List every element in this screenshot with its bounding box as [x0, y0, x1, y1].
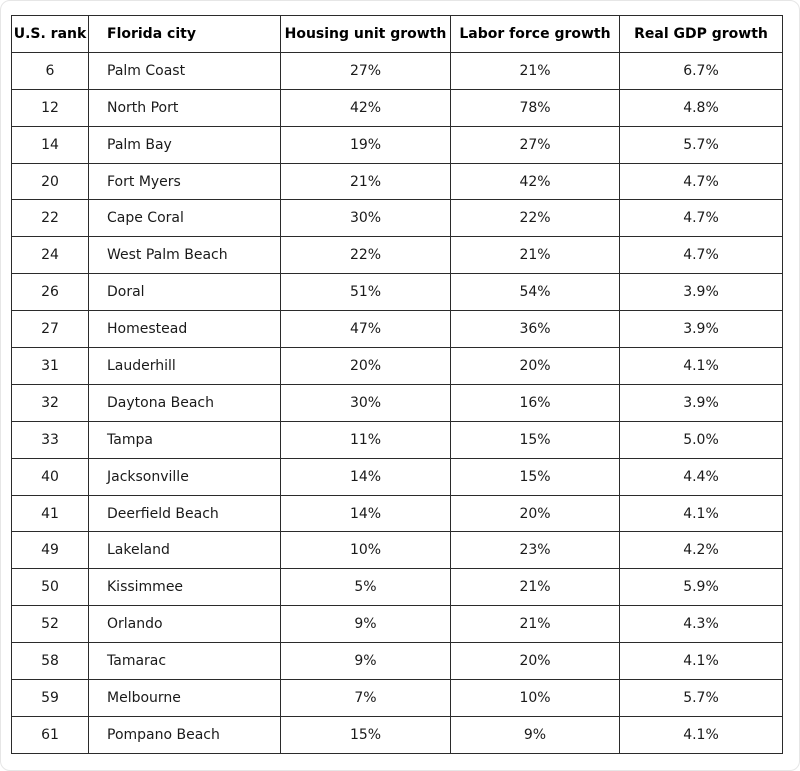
cell-labor-force-growth: 20%: [451, 495, 620, 532]
cell-labor-force-growth: 21%: [451, 569, 620, 606]
cell-us-rank: 58: [12, 643, 89, 680]
cell-us-rank: 59: [12, 680, 89, 717]
cell-real-gdp-growth: 4.1%: [620, 643, 783, 680]
cell-real-gdp-growth: 4.7%: [620, 200, 783, 237]
table-row: [12, 716, 783, 753]
cell-florida-city: Cape Coral: [89, 200, 281, 237]
cell-real-gdp-growth: 4.2%: [620, 532, 783, 569]
table-row: [12, 495, 783, 532]
cell-housing-unit-growth: 9%: [281, 606, 451, 643]
cell-housing-unit-growth: 27%: [281, 52, 451, 89]
cell-housing-unit-growth: 9%: [281, 643, 451, 680]
table-row: [12, 126, 783, 163]
cell-florida-city: Lakeland: [89, 532, 281, 569]
cell-labor-force-growth: 42%: [451, 163, 620, 200]
cell-labor-force-growth: 9%: [451, 716, 620, 753]
cell-real-gdp-growth: 3.9%: [620, 384, 783, 421]
cell-us-rank: 27: [12, 311, 89, 348]
header-real-gdp-growth: Real GDP growth: [620, 16, 783, 53]
cell-real-gdp-growth: 4.7%: [620, 237, 783, 274]
header-housing-unit-growth: Housing unit growth: [281, 16, 451, 53]
cell-florida-city: Deerfield Beach: [89, 495, 281, 532]
table-row: [12, 89, 783, 126]
header-labor-force-growth: Labor force growth: [451, 16, 620, 53]
cell-real-gdp-growth: 4.4%: [620, 458, 783, 495]
cell-labor-force-growth: 20%: [451, 348, 620, 385]
table-row: [12, 200, 783, 237]
cell-labor-force-growth: 23%: [451, 532, 620, 569]
cell-florida-city: Doral: [89, 274, 281, 311]
cell-real-gdp-growth: 4.1%: [620, 716, 783, 753]
cell-florida-city: Jacksonville: [89, 458, 281, 495]
cell-florida-city: Orlando: [89, 606, 281, 643]
cell-housing-unit-growth: 20%: [281, 348, 451, 385]
cell-real-gdp-growth: 6.7%: [620, 52, 783, 89]
cell-us-rank: 41: [12, 495, 89, 532]
table-row: [12, 237, 783, 274]
cell-labor-force-growth: 36%: [451, 311, 620, 348]
cell-florida-city: Fort Myers: [89, 163, 281, 200]
cell-us-rank: 20: [12, 163, 89, 200]
cell-us-rank: 32: [12, 384, 89, 421]
cell-real-gdp-growth: 5.9%: [620, 569, 783, 606]
cell-housing-unit-growth: 11%: [281, 421, 451, 458]
cell-florida-city: Tamarac: [89, 643, 281, 680]
cell-housing-unit-growth: 5%: [281, 569, 451, 606]
cell-real-gdp-growth: 4.8%: [620, 89, 783, 126]
table-row: [12, 52, 783, 89]
cell-florida-city: Daytona Beach: [89, 384, 281, 421]
cell-real-gdp-growth: 3.9%: [620, 274, 783, 311]
cell-labor-force-growth: 20%: [451, 643, 620, 680]
cell-housing-unit-growth: 14%: [281, 458, 451, 495]
cell-us-rank: 31: [12, 348, 89, 385]
cell-labor-force-growth: 16%: [451, 384, 620, 421]
cell-housing-unit-growth: 15%: [281, 716, 451, 753]
cell-us-rank: 49: [12, 532, 89, 569]
cell-florida-city: North Port: [89, 89, 281, 126]
cell-labor-force-growth: 21%: [451, 237, 620, 274]
cell-real-gdp-growth: 4.1%: [620, 348, 783, 385]
cell-housing-unit-growth: 10%: [281, 532, 451, 569]
cell-florida-city: Kissimmee: [89, 569, 281, 606]
cell-housing-unit-growth: 14%: [281, 495, 451, 532]
cell-us-rank: 61: [12, 716, 89, 753]
table-row: [12, 384, 783, 421]
cell-housing-unit-growth: 7%: [281, 680, 451, 717]
header-florida-city: Florida city: [89, 16, 281, 53]
cell-florida-city: West Palm Beach: [89, 237, 281, 274]
cell-labor-force-growth: 21%: [451, 52, 620, 89]
cell-housing-unit-growth: 30%: [281, 384, 451, 421]
cell-real-gdp-growth: 5.7%: [620, 126, 783, 163]
cell-real-gdp-growth: 4.7%: [620, 163, 783, 200]
cell-florida-city: Palm Coast: [89, 52, 281, 89]
cell-labor-force-growth: 10%: [451, 680, 620, 717]
cell-us-rank: 52: [12, 606, 89, 643]
table-body: [12, 52, 783, 753]
table-header: [12, 16, 783, 53]
cell-us-rank: 26: [12, 274, 89, 311]
cell-florida-city: Homestead: [89, 311, 281, 348]
florida-cities-table: [11, 15, 783, 754]
cell-florida-city: Palm Bay: [89, 126, 281, 163]
cell-florida-city: Lauderhill: [89, 348, 281, 385]
cell-housing-unit-growth: 30%: [281, 200, 451, 237]
header-us-rank: U.S. rank: [12, 16, 89, 53]
cell-housing-unit-growth: 19%: [281, 126, 451, 163]
cell-labor-force-growth: 15%: [451, 421, 620, 458]
cell-labor-force-growth: 21%: [451, 606, 620, 643]
cell-housing-unit-growth: 47%: [281, 311, 451, 348]
cell-us-rank: 40: [12, 458, 89, 495]
table-row: [12, 348, 783, 385]
cell-real-gdp-growth: 4.3%: [620, 606, 783, 643]
cell-labor-force-growth: 54%: [451, 274, 620, 311]
table-row: [12, 274, 783, 311]
table-row: [12, 421, 783, 458]
table-row: [12, 606, 783, 643]
cell-us-rank: 12: [12, 89, 89, 126]
cell-housing-unit-growth: 42%: [281, 89, 451, 126]
cell-us-rank: 22: [12, 200, 89, 237]
cell-housing-unit-growth: 22%: [281, 237, 451, 274]
cell-florida-city: Pompano Beach: [89, 716, 281, 753]
cell-florida-city: Melbourne: [89, 680, 281, 717]
cell-real-gdp-growth: 3.9%: [620, 311, 783, 348]
cell-us-rank: 6: [12, 52, 89, 89]
cell-labor-force-growth: 22%: [451, 200, 620, 237]
cell-us-rank: 33: [12, 421, 89, 458]
cell-housing-unit-growth: 51%: [281, 274, 451, 311]
cell-labor-force-growth: 78%: [451, 89, 620, 126]
cell-labor-force-growth: 15%: [451, 458, 620, 495]
cell-labor-force-growth: 27%: [451, 126, 620, 163]
table-row: [12, 458, 783, 495]
cell-housing-unit-growth: 21%: [281, 163, 451, 200]
header-row: [12, 16, 783, 53]
cell-us-rank: 50: [12, 569, 89, 606]
cell-us-rank: 24: [12, 237, 89, 274]
cell-real-gdp-growth: 5.7%: [620, 680, 783, 717]
table-row: [12, 163, 783, 200]
table-row: [12, 532, 783, 569]
table-row: [12, 680, 783, 717]
table-row: [12, 569, 783, 606]
cell-real-gdp-growth: 4.1%: [620, 495, 783, 532]
cell-us-rank: 14: [12, 126, 89, 163]
table-row: [12, 311, 783, 348]
cell-real-gdp-growth: 5.0%: [620, 421, 783, 458]
cell-florida-city: Tampa: [89, 421, 281, 458]
table-row: [12, 643, 783, 680]
